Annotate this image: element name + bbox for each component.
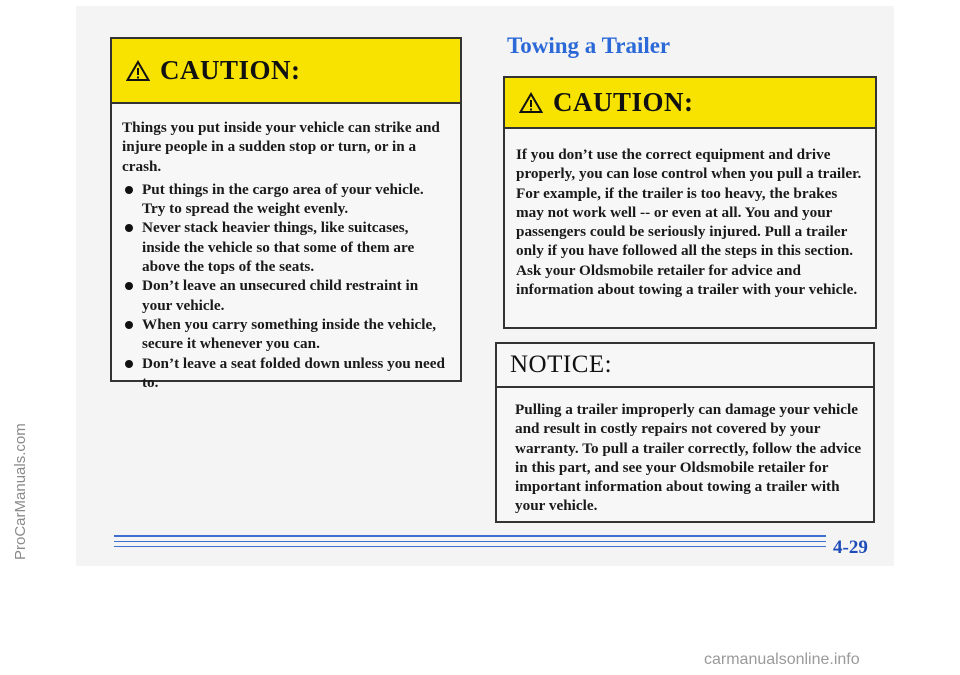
list-item: When you carry something inside the vehicle, secure it whenever you can.	[122, 315, 450, 354]
notice-box	[495, 342, 875, 523]
bullet-icon	[125, 224, 133, 232]
bottom-watermark: carmanualsonline.info	[704, 651, 860, 668]
notice-body	[497, 388, 873, 516]
towing-caution-box	[503, 76, 877, 329]
list-item: Don’t leave a seat folded down unless you need to.	[122, 354, 450, 393]
notice-heading: NOTICE:	[510, 351, 613, 378]
bullet-icon	[125, 321, 133, 329]
bullet-icon	[125, 282, 133, 290]
caution-heading: CAUTION:	[553, 87, 694, 117]
list-item: Don’t leave an unsecured child restraint in your vehicle.	[122, 276, 450, 315]
caution-body	[112, 104, 460, 392]
warning-triangle-icon	[126, 60, 150, 82]
footer-rule	[114, 535, 826, 537]
cargo-caution-box	[110, 37, 462, 391]
list-item: Never stack heavier things, like suitcases, inside the vehicle so that some of them are above the tops of the seats.	[122, 218, 450, 276]
caution-heading: CAUTION:	[160, 55, 301, 85]
caution-text: If you don’t use the correct equipment and drive properly, you can lose control when you pull a trailer. For example, if the trailer is too heavy, the brakes may not work well -- or even at all. You and your passengers could be seriously injured. Pull a trailer only if you have followed all the steps in this section. Ask your Oldsmobile retailer for advice and information about towing a trailer with your vehicle.	[516, 146, 862, 299]
caution-bullet-list	[122, 180, 450, 392]
caution-header	[112, 39, 460, 104]
caution-intro: Things you put inside your vehicle can strike and injure people in a sudden stop or turn, or in a crash.	[122, 119, 440, 175]
caution-body	[505, 129, 875, 299]
bullet-icon	[125, 360, 133, 368]
side-watermark: ProCarManuals.com	[12, 423, 29, 560]
footer-rule	[114, 541, 826, 542]
page-number: 4-29	[833, 537, 868, 558]
caution-header	[505, 78, 875, 129]
warning-triangle-icon	[519, 92, 543, 114]
bullet-icon	[125, 186, 133, 194]
notice-text: Pulling a trailer improperly can damage your vehicle and result in costly repairs not covered by your warranty. To pull a trailer correctly, follow the advice in this part, and see your Oldsmobile retailer for important information about towing a trailer with your vehicle.	[515, 401, 862, 515]
footer-rule	[114, 546, 826, 547]
notice-header	[497, 344, 873, 388]
list-item: Put things in the cargo area of your vehicle. Try to spread the weight evenly.	[122, 180, 450, 219]
section-title: Towing a Trailer	[507, 33, 671, 58]
